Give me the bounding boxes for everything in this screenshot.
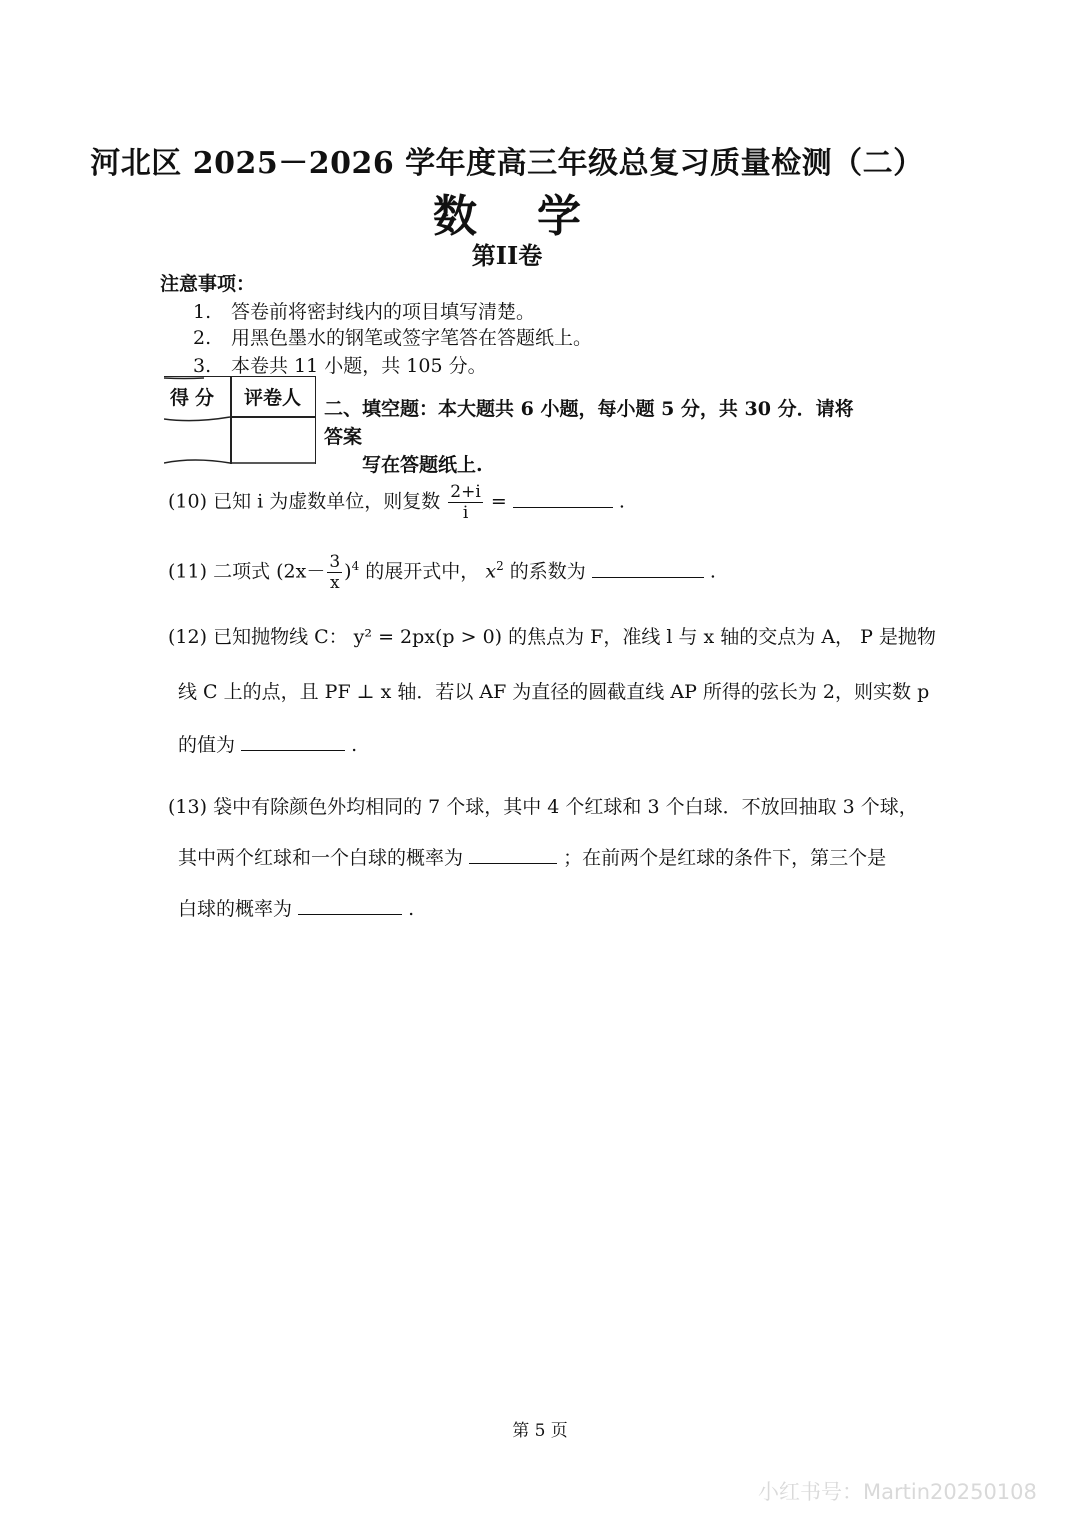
table-divider — [230, 377, 232, 464]
question-text: 已知 i 为虚数单位，则复数 — [213, 490, 441, 513]
exam-title: 河北区 2025－2026 学年度高三年级总复习质量检测（二） — [90, 146, 924, 181]
note-item — [193, 351, 487, 378]
question-text: 袋中有除颜色外均相同的 7 个球，其中 4 个红球和 3 个白球．不放回抽取 3 个球， — [213, 796, 918, 818]
question-number: (12) — [168, 626, 208, 648]
variable: x — [485, 560, 497, 583]
exponent: 4 — [351, 559, 360, 574]
question-text: 的系数为 — [509, 560, 586, 583]
period: . — [709, 560, 716, 583]
question-13-line — [178, 843, 886, 870]
question-10 — [168, 482, 625, 523]
fraction-numerator: 3 — [329, 552, 341, 572]
answer-blank[interactable] — [513, 487, 613, 508]
question-text: 的展开式中， — [365, 560, 480, 583]
note-text: 用黑色墨水的钢笔或签字笔答在答题纸上。 — [231, 327, 593, 349]
exponent: 2 — [496, 559, 504, 574]
fraction-denominator: x — [329, 573, 340, 593]
question-13 — [168, 792, 918, 819]
question-number: (13) — [168, 796, 208, 818]
question-text: ；在前两个是红球的条件下，第三个是 — [563, 847, 887, 869]
score-label: 得分 — [170, 387, 221, 409]
question-12-line: 线 C 上的点，且 PF ⊥ x 轴．若以 AF 为直径的圆截直线 AP 所得的弦长为 2，则实数 p — [178, 681, 930, 703]
score-table — [164, 376, 316, 464]
section-header-line: 写在答题纸上. — [362, 454, 483, 476]
note-number: 3. — [193, 355, 212, 377]
question-number: (10) — [168, 490, 208, 513]
question-text: 二项式 — [213, 560, 271, 583]
question-text: 白球的概率为 — [178, 898, 293, 920]
fraction — [448, 482, 483, 523]
paper-part-label: 第II卷 — [471, 241, 543, 270]
period: . — [351, 734, 358, 756]
note-text: 本卷共 11 小题，共 105 分。 — [231, 355, 487, 377]
period: . — [408, 898, 415, 920]
grader-label: 评卷人 — [244, 387, 302, 409]
fraction-denominator: i — [462, 503, 469, 523]
page-number: 第 5 页 — [512, 1421, 568, 1441]
question-text: 的值为 — [178, 734, 236, 756]
question-13-line — [178, 894, 414, 921]
equals-sign: = — [490, 490, 507, 513]
fraction-numerator: 2+i — [450, 482, 481, 502]
question-number: (11) — [168, 560, 208, 583]
period: . — [618, 490, 625, 513]
section-header — [324, 395, 864, 479]
note-text: 答卷前将密封线内的项目填写清楚。 — [231, 301, 536, 323]
expression: (2x－ — [276, 560, 326, 583]
table-divider — [230, 416, 315, 418]
question-12-line — [178, 730, 357, 757]
question-12 — [168, 622, 936, 649]
subject-title: 数学 — [433, 191, 641, 242]
answer-blank[interactable] — [592, 557, 704, 578]
fraction — [327, 552, 342, 593]
section-header-line: 二、填空题：本大题共 6 小题，每小题 5 分，共 30 分．请将答案 — [324, 398, 854, 448]
note-number: 2. — [193, 327, 212, 349]
note-item — [193, 323, 592, 350]
answer-blank[interactable] — [469, 843, 557, 864]
question-text: 已知抛物线 C： y² = 2px(p > 0) 的焦点为 F，准线 l 与 x 轴的交点为 A， P 是抛物 — [213, 626, 936, 648]
answer-blank[interactable] — [298, 894, 402, 915]
notes-heading: 注意事项： — [160, 273, 256, 295]
watermark: 小红书号：Martin20250108 — [758, 1480, 1037, 1504]
note-number: 1. — [193, 301, 212, 323]
expression: ) — [344, 560, 352, 583]
question-text: 其中两个红球和一个白球的概率为 — [178, 847, 464, 869]
question-11 — [168, 552, 716, 593]
answer-blank[interactable] — [241, 730, 345, 751]
note-item — [193, 297, 535, 324]
